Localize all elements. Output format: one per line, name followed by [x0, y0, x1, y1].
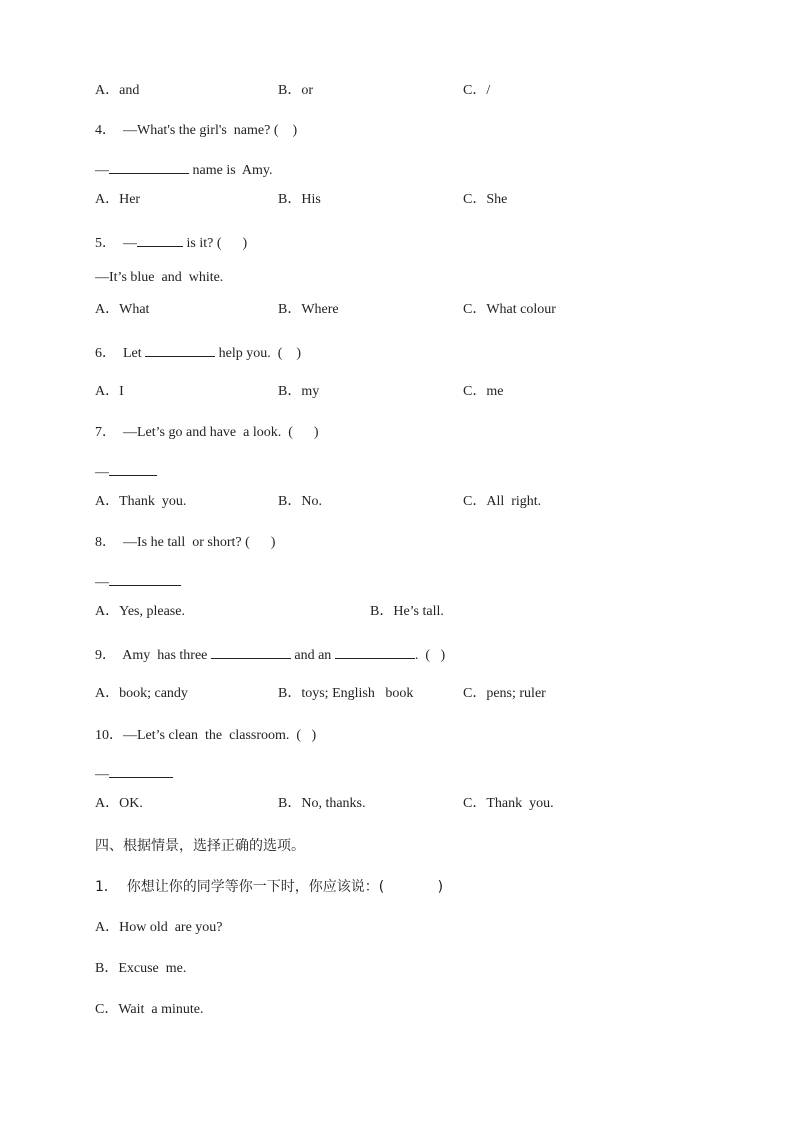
q9-stem — [95, 644, 445, 665]
dash: — — [95, 767, 109, 782]
q7-option-a: A．Thank you. — [95, 494, 187, 509]
blank — [109, 763, 173, 778]
section-4-title: 四、根据情景，选择正确的选项。 — [95, 838, 305, 854]
q5-option-a: A．What — [95, 302, 150, 317]
q10-answer-line — [95, 763, 173, 784]
q4-option-a: A．Her — [95, 192, 141, 207]
q9-stem-suffix: . ( ) — [414, 648, 446, 663]
q7-answer-line — [95, 461, 157, 482]
q7-stem: 7． —Let’s go and have a look. ( ) — [95, 425, 319, 440]
blank — [145, 342, 215, 357]
q9-option-a: A．book; candy — [95, 686, 188, 701]
q6-stem-suffix: help you. ( ) — [215, 346, 302, 361]
s4-q1-option-b: B．Excuse me. — [95, 961, 187, 976]
q8-option-a: A．Yes, please. — [95, 604, 185, 619]
dash: — — [95, 575, 109, 590]
q8-answer-line — [95, 571, 181, 592]
q5-stem-suffix: is it? ( ) — [183, 236, 248, 251]
q6-option-c: C．me — [463, 384, 504, 399]
q3-option-b: B．or — [278, 83, 313, 98]
q8-stem: 8． —Is he tall or short? ( ) — [95, 535, 276, 550]
q10-option-a: A．OK. — [95, 796, 143, 811]
q5-option-b: B．Where — [278, 302, 339, 317]
q5-stem-prefix: 5． — — [95, 236, 137, 251]
s4-q1-option-c: C．Wait a minute. — [95, 1002, 204, 1017]
q8-option-b: B．He’s tall. — [370, 604, 444, 619]
q7-option-b: B．No. — [278, 494, 322, 509]
blank — [335, 644, 415, 659]
dash: — — [95, 465, 109, 480]
blank — [137, 232, 183, 247]
q4-answer-rest: name is Amy. — [189, 163, 273, 178]
q9-option-b: B．toys; English book — [278, 686, 414, 701]
q4-answer-line — [95, 159, 272, 180]
s4-q1-stem: 1． 你想让你的同学等你一下时，你应该说：( ) — [95, 879, 444, 895]
q6-stem-prefix: 6． Let — [95, 346, 146, 361]
q9-option-c: C．pens; ruler — [463, 686, 546, 701]
q9-stem-prefix: 9． Amy has three — [95, 648, 211, 663]
blank — [109, 461, 157, 476]
q7-option-c: C．All right. — [463, 494, 542, 509]
q9-stem-middle: and an — [290, 648, 335, 663]
q3-option-a: A．and — [95, 83, 140, 98]
q6-option-a: A．I — [95, 384, 124, 399]
q4-stem: 4． —What's the girl's name? ( ) — [95, 123, 298, 138]
q5-stem — [95, 232, 247, 253]
dash: — — [95, 163, 109, 178]
q6-stem — [95, 342, 301, 363]
q6-option-b: B．my — [278, 384, 320, 399]
q4-option-c: C．She — [463, 192, 508, 207]
q10-stem: 10．—Let’s clean the classroom. ( ) — [95, 728, 317, 743]
blank — [109, 159, 189, 174]
q10-option-b: B．No, thanks. — [278, 796, 366, 811]
q10-option-c: C．Thank you. — [463, 796, 554, 811]
s4-q1-option-a: A．How old are you? — [95, 920, 223, 935]
blank — [109, 571, 181, 586]
q4-option-b: B．His — [278, 192, 321, 207]
q5-answer: —It’s blue and white. — [95, 270, 224, 285]
q3-option-c: C．/ — [463, 83, 491, 98]
blank — [211, 644, 291, 659]
q5-option-c: C．What colour — [463, 302, 556, 317]
